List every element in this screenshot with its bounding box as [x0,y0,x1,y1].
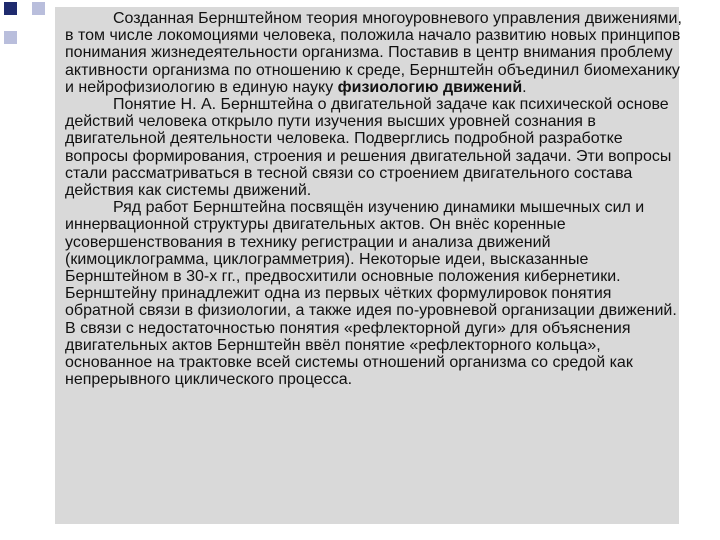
body-text [65,10,685,388]
decorative-squares [0,0,62,540]
paragraph-3: Ряд работ Бернштейна посвящён изучению динамики мышечных сил и иннервационной структуры двигательных актов. Он внёс коренные усовершенствования в технику регистрации и анализа движений (кимоциклограмма, циклограмметрия). Некоторые идеи, высказанные Бернштейном в 30-х гг., предвосхитили основные положения кибернетики. Бернштейну принадлежит одна из первых чётких формулировок понятия обратной связи в физиологии, а также идея по-уровневой организации движений. В связи с недостаточностью понятия «рефлекторной дуги» для объяснения двигательных актов Бернштейн ввёл понятие «рефлекторного кольца», основанное на трактовке всей системы отношений организма со средой как непрерывного циклического процесса. [65,199,677,389]
decor-square-light [32,2,45,15]
decor-square-light [4,31,17,44]
paragraph-1-end: . [522,78,527,96]
paragraph-2: Понятие Н. А. Бернштейна о двигательной задаче как психической основе действий человека открыло пути изучения высших уровней сознания в двигательной деятельности человека. Подверглись подробной разработке вопросы формирования, строения и решения двигательной задачи. Эти вопросы стали рассматриваться в тесной связи со строением двигательного состава действия как системы движений. [65,96,672,200]
paragraph-1-text: Созданная Бернштейном теория многоуровневого управления движениями, в том числе локомоциями человека, положила начало развитию новых принципов понимания жизнедеятельности организма. Поставив в центр внимания проблему активности организма по отношению к среде, Бернштейн объединил биомеханику и нейрофизиологию в единую науку [65,10,682,96]
term-physiology-of-movements: физиологию движений [337,78,523,96]
decor-square-dark [4,2,17,15]
paragraph-1 [65,10,685,96]
